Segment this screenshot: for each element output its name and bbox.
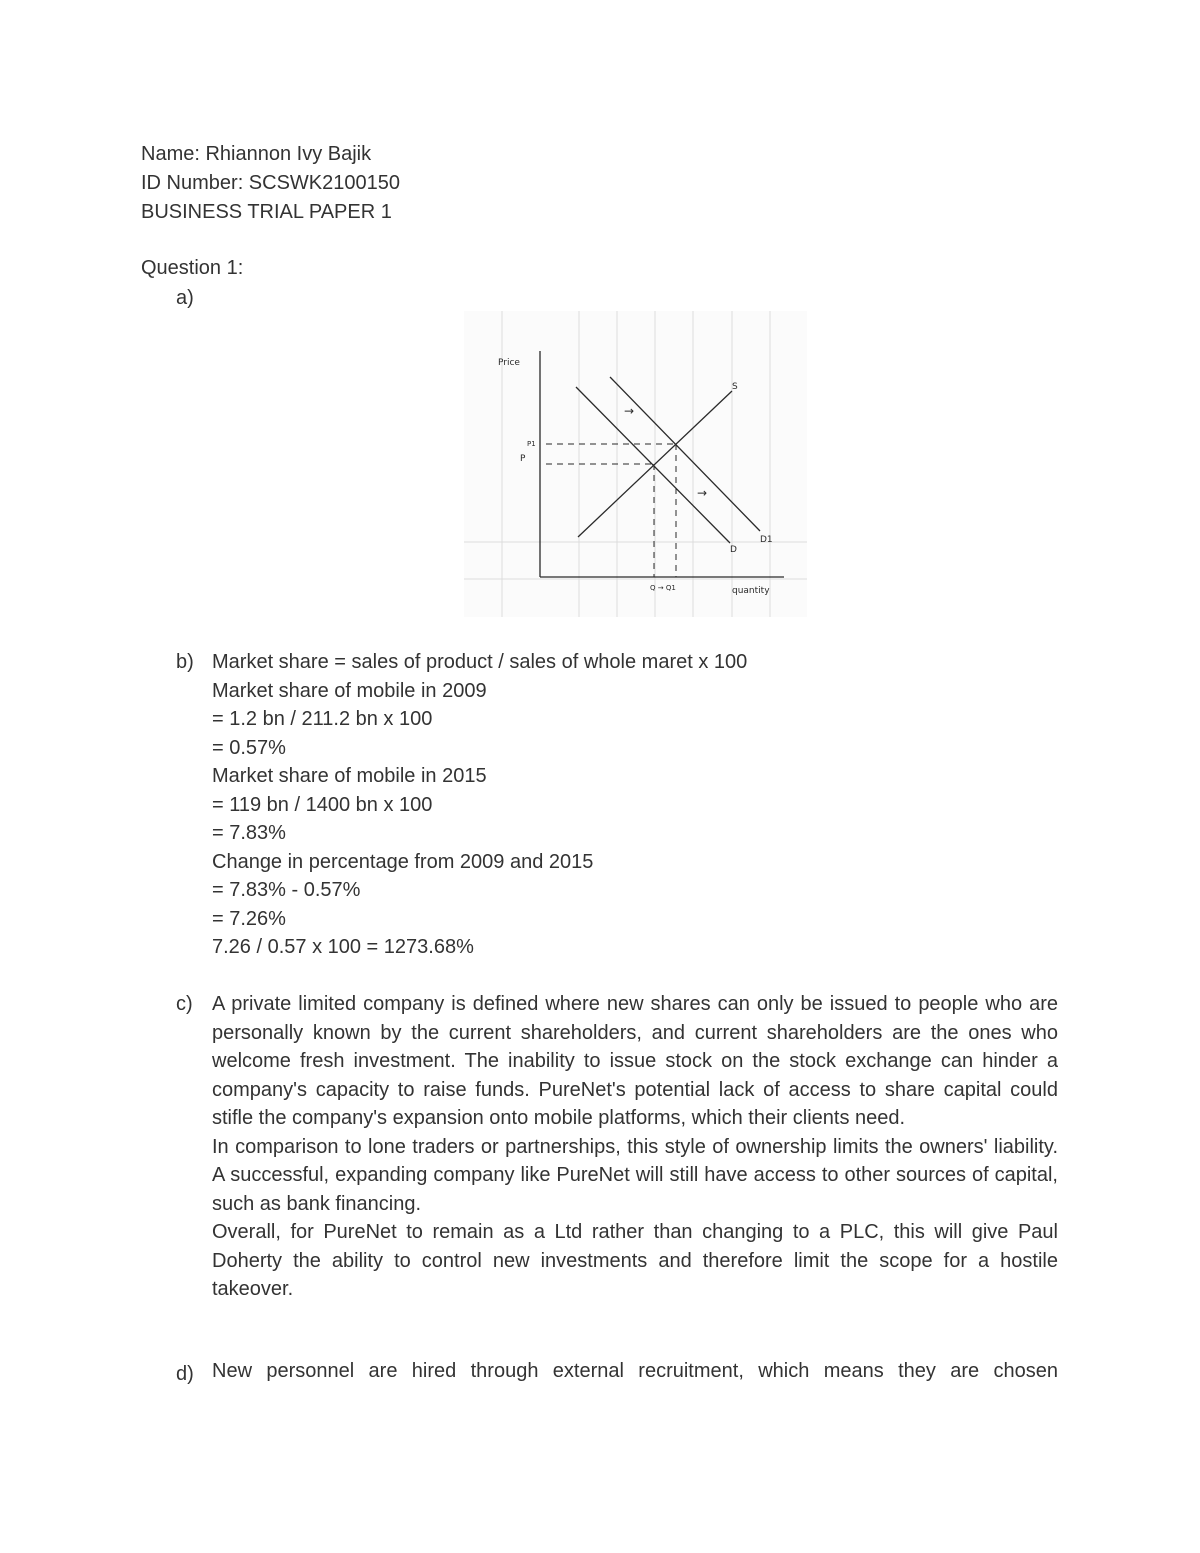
part-c-label: c) bbox=[176, 993, 193, 1015]
question-title: Question 1: bbox=[141, 257, 244, 279]
supply-demand-sketch bbox=[464, 311, 807, 617]
part-b-label: b) bbox=[176, 651, 194, 673]
part-d-label: d) bbox=[176, 1363, 194, 1385]
part-b-line: Change in percentage from 2009 and 2015 bbox=[212, 850, 594, 873]
part-b-line: = 1.2 bn / 211.2 bn x 100 bbox=[212, 708, 433, 730]
part-c-paragraph: Overall, for PureNet to remain as a Ltd rather than changing to a PLC, this will give Paul Doherty the ability to control new investments and therefore limit the scope for a hostile takeover. bbox=[212, 1221, 1058, 1300]
demand-label: D bbox=[730, 545, 737, 555]
part-d bbox=[176, 1360, 1058, 1389]
price-axis-label: Price bbox=[498, 358, 520, 368]
part-b bbox=[176, 648, 1058, 962]
part-d-text: New personnel are hired through external recruitment, which means they are chosen bbox=[212, 1360, 1058, 1382]
supply-label: S bbox=[732, 382, 738, 392]
part-b-line: Market share of mobile in 2009 bbox=[212, 679, 487, 702]
quantity-axis-label: quantity bbox=[732, 586, 770, 596]
quantity-marks: Q → Q1 bbox=[650, 584, 676, 592]
part-b-line: = 0.57% bbox=[212, 736, 286, 759]
new-price-mark: P1 bbox=[527, 440, 536, 448]
paper-title: BUSINESS TRIAL PAPER 1 bbox=[141, 201, 392, 223]
part-b-line: Market share = sales of product / sales of whole maret x 100 bbox=[212, 651, 748, 673]
part-c-paragraph: In comparison to lone traders or partnerships, this style of ownership limits the owners' liability. A successful, expanding company like PureNet will still have access to other sources of capital, such as bank financing. bbox=[212, 1135, 1058, 1215]
part-b-line: = 7.26% bbox=[212, 907, 286, 930]
part-b-line: = 7.83% - 0.57% bbox=[212, 879, 361, 901]
price-label: P bbox=[520, 454, 526, 464]
part-a-label: a) bbox=[176, 287, 194, 309]
shift-arrow-icon: → bbox=[624, 404, 635, 418]
part-b-line: = 7.83% bbox=[212, 822, 286, 844]
part-b-line: Market share of mobile in 2015 bbox=[212, 765, 487, 787]
part-c bbox=[176, 990, 1058, 1304]
part-c-paragraph: A private limited company is defined where new shares can only be issued to people who are personally known by the current shareholders, and current shareholders are the ones who welcome fresh investment. The inability to issue stock on the stock exchange can hinder a company's capacity to raise funds. PureNet's potential lack of access to share capital could stifle the company's expansion onto mobile platforms, which their clients need. bbox=[212, 993, 1058, 1129]
part-b-line: 7.26 / 0.57 x 100 = 1273.68% bbox=[212, 936, 474, 958]
demand-shifted-label: D1 bbox=[760, 535, 773, 545]
part-b-line: = 119 bn / 1400 bn x 100 bbox=[212, 793, 433, 816]
student-name: Name: Rhiannon Ivy Bajik bbox=[141, 143, 372, 165]
student-id: ID Number: SCSWK2100150 bbox=[141, 172, 401, 194]
shift-arrow-icon: → bbox=[697, 486, 708, 500]
